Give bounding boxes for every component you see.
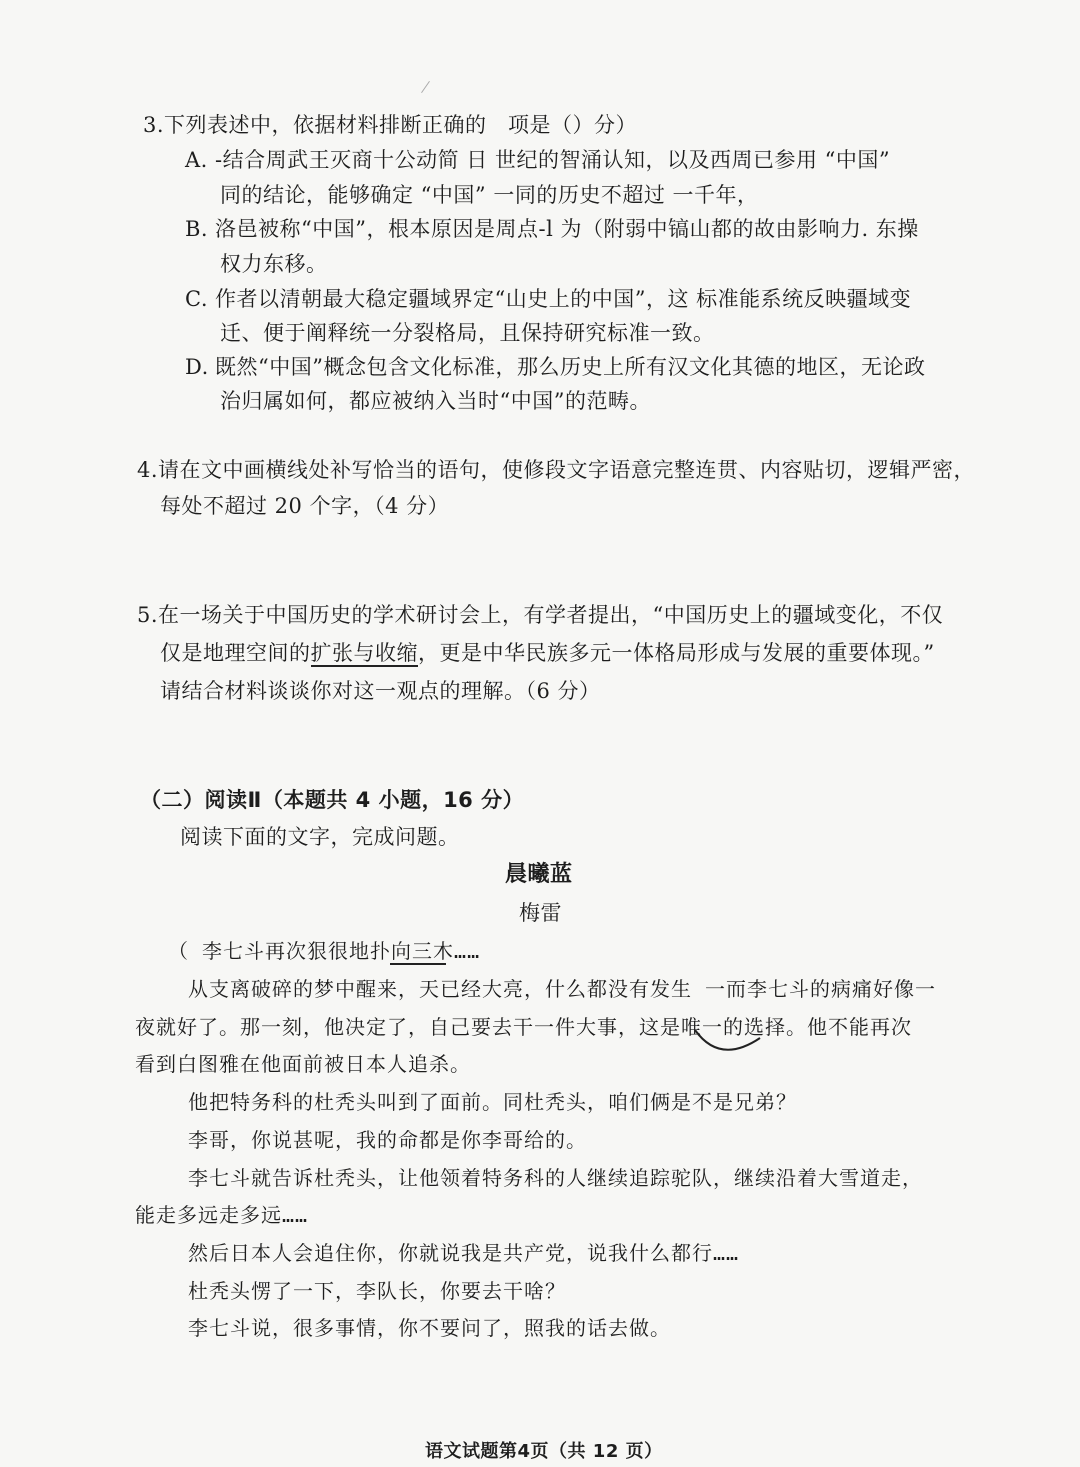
stray-pencil-mark xyxy=(421,81,430,93)
question-3-option-a-cont: 同的结论，能够确定 “中国” 一同的历史不超过 一千年， xyxy=(220,183,759,207)
question-3-option-c xyxy=(185,284,911,314)
option-label: C. xyxy=(185,287,208,311)
story-title: 晨曦蓝 xyxy=(505,862,573,887)
option-label: A. xyxy=(185,148,208,172)
section-2-title: （二）阅读Ⅱ（本题共 4 小题，16 分） xyxy=(140,788,525,812)
option-text: 既然“中国”概念包含文化标准，那么历史上所有汉文化其德的地区，无论政 xyxy=(215,355,926,379)
q5-text-part: ，更是中华民族多元一体格局形成与发展的重要体现。” xyxy=(418,641,935,665)
handwritten-underline-phrase: 扩张与收缩 xyxy=(310,641,418,665)
question-5-line-3: 请结合材料谈谈你对这一观点的理解。（6 分） xyxy=(160,679,601,703)
option-text: 洛邑被称“中国”，根本原因是周点-l 为（附弱中镐山都的故由影响力. 东操 xyxy=(215,217,919,241)
handwritten-underline-mark xyxy=(388,958,448,970)
handwritten-arc-mark xyxy=(690,1020,770,1060)
option-text: -结合周武王灭商十公动简 日 世纪的智涌认知，以及西周已参用 “中国” xyxy=(215,148,891,172)
page-footer: 语文试题第4页（共 12 页） xyxy=(425,1441,663,1462)
story-line: 李七斗就告诉杜秃头，让他领着特务科的人继续追踪驼队，继续沿着大雪道走， xyxy=(188,1166,923,1190)
question-4-line-1: 4.请在文中画横线处补写恰当的语句，使修段文字语意完整连贯、内容贴切，逻辑严密， xyxy=(137,458,976,482)
question-5-line-1: 5.在一场关于中国历史的学术研讨会上，有学者提出，“中国历史上的疆域变化，不仅 xyxy=(137,603,944,627)
story-line: 李七斗说，很多事情，你不要问了，照我的话去做。 xyxy=(188,1316,671,1340)
question-3-option-d xyxy=(185,352,925,382)
story-line: 他把特务科的杜秃头叫到了面前。同杜秃头，咱们俩是不是兄弟？ xyxy=(188,1090,797,1114)
question-3-option-a xyxy=(185,145,890,175)
q5-text-part: 仅是地理空间的 xyxy=(160,641,311,665)
story-line: 看到白图雅在他面前被日本人追杀。 xyxy=(135,1052,471,1076)
story-author: 梅雷 xyxy=(519,901,562,925)
story-line: 杜秃头愣了一下，李队长，你要去干啥？ xyxy=(188,1279,566,1303)
option-label: D. xyxy=(185,355,209,379)
story-line: 然后日本人会追住你，你就说我是共产党，说我什么都行…… xyxy=(188,1241,740,1265)
option-text: 作者以清朝最大稳定疆域界定“山史上的中国”，这 标准能系统反映疆域变 xyxy=(215,287,912,311)
story-line: 夜就好了。那一刻，他决定了，自己要去干一件大事，这是唯一的选择。他不能再次 xyxy=(135,1015,912,1039)
question-3-option-b-cont: 权力东移。 xyxy=(220,252,328,276)
story-line: （ 李七斗再次狠很地扑向三木…… xyxy=(168,939,481,963)
question-3-stem: 3.下列表述中，依据材料排断正确的 项是（）分） xyxy=(143,113,638,137)
section-2-instruction: 阅读下面的文字，完成问题。 xyxy=(180,825,460,849)
question-3-option-d-cont: 治归属如何，都应被纳入当时“中国”的范畴。 xyxy=(220,389,651,413)
question-4-line-2: 每处不超过 20 个字，（4 分） xyxy=(160,494,450,518)
story-line: 能走多远走多远…… xyxy=(135,1203,309,1227)
question-3-option-c-cont: 迁、便于阐释统一分裂格局，且保持研究标准一致。 xyxy=(220,321,715,345)
question-5-line-2 xyxy=(160,638,935,668)
question-3-option-b xyxy=(185,214,919,244)
option-label: B. xyxy=(185,217,209,241)
story-line: 从支离破碎的梦中醒来，天已经大亮，什么都没有发生 一而李七斗的病痛好像一 xyxy=(188,977,937,1001)
story-line: 李哥，你说甚呢，我的命都是你李哥给的。 xyxy=(188,1128,587,1152)
